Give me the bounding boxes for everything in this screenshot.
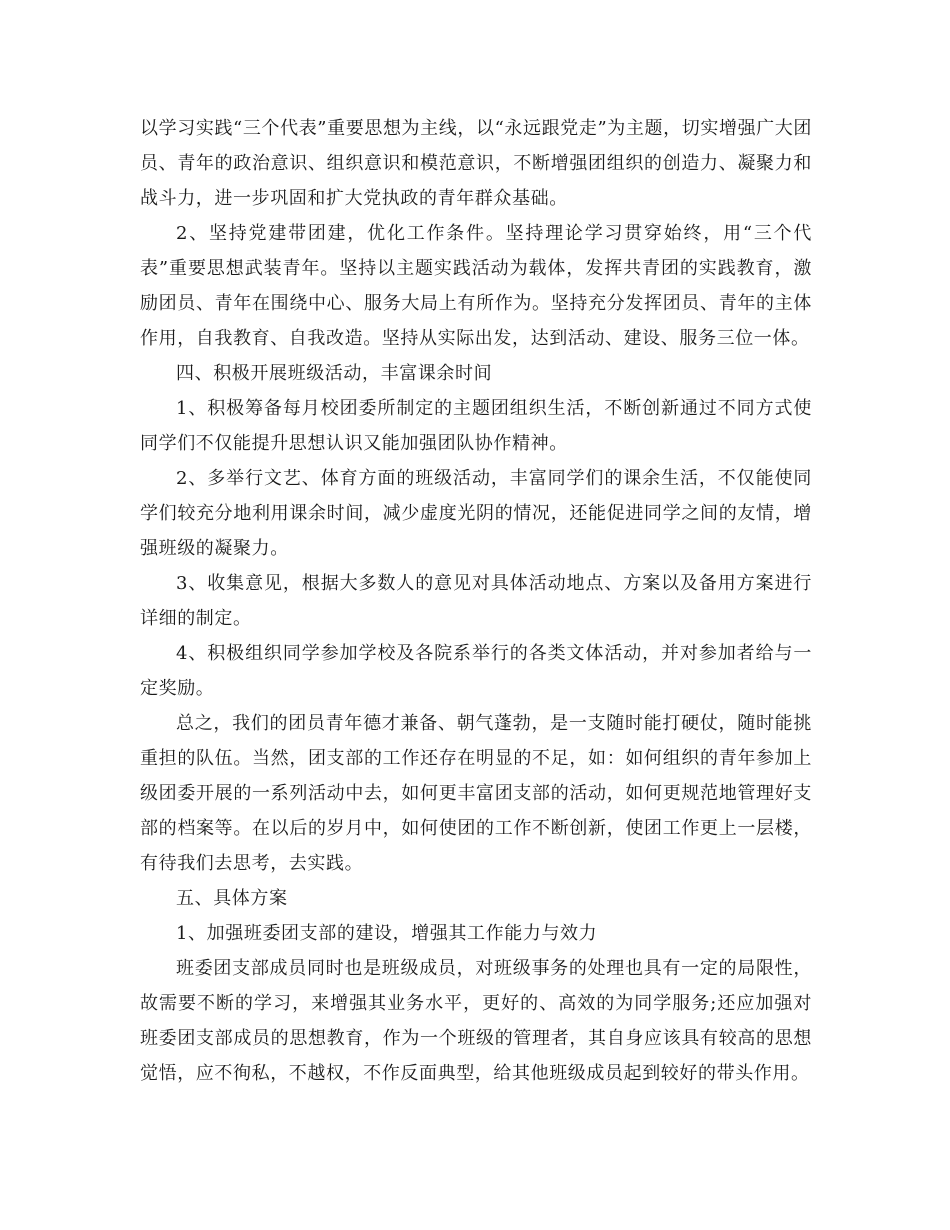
paragraph-2: 2、坚持党建带团建，优化工作条件。坚持理论学习贯穿始终，用“三个代表”重要思想武装青年。坚持以主题实践活动为载体，发挥共青团的实践教育，激励团员、青年在围绕中心、服务大局上有所作为。坚持充分发挥团员、青年的主体作用，自我教育、自我改造。坚持从实际出发，达到活动、建设、服务三位一体。 xyxy=(140,223,812,349)
paragraph-6: 4、积极组织同学参加学校及各院系举行的各类文体活动，并对参加者给与一定奖励。 xyxy=(140,643,812,699)
subheading-1: 1、加强班委团支部的建设，增强其工作能力与效力 xyxy=(176,923,598,944)
paragraph-5: 3、收集意见，根据大多数人的意见对具体活动地点、方案以及备用方案进行详细的制定。 xyxy=(140,573,812,629)
section-heading-4: 四、积极开展班级活动，丰富课余时间 xyxy=(176,363,493,384)
document-body xyxy=(140,111,812,1091)
paragraph-3: 1、积极筹备每月校团委所制定的主题团组织生活，不断创新通过不同方式使同学们不仅能提升思想认识又能加强团队协作精神。 xyxy=(140,398,812,454)
paragraph-4: 2、多举行文艺、体育方面的班级活动，丰富同学们的课余生活，不仅能使同学们较充分地利用课余时间，减少虚度光阴的情况，还能促进同学之间的友情，增强班级的凝聚力。 xyxy=(140,468,812,559)
paragraph-1: 以学习实践“三个代表”重要思想为主线，以“永远跟党走”为主题，切实增强广大团员、青年的政治意识、组织意识和模范意识，不断增强团组织的创造力、凝聚力和战斗力，进一步巩固和扩大党执政的青年群众基础。 xyxy=(140,118,812,209)
paragraph-7: 班委团支部成员同时也是班级成员，对班级事务的处理也具有一定的局限性，故需要不断的学习，来增强其业务水平，更好的、高效的为同学服务;还应加强对班委团支部成员的思想教育，作为一个班级的管理者，其自身应该具有较高的思想觉悟，应不徇私，不越权，不作反面典型，给其他班级成员起到较好的带头作用。 xyxy=(140,958,812,1084)
summary-paragraph: 总之，我们的团员青年德才兼备、朝气蓬勃，是一支随时能打硬仗，随时能挑重担的队伍。当然，团支部的工作还存在明显的不足，如：如何组织的青年参加上级团委开展的一系列活动中去，如何更丰富团支部的活动，如何更规范地管理好支部的档案等。在以后的岁月中，如何使团的工作不断创新，使团工作更上一层楼，有待我们去思考，去实践。 xyxy=(140,713,812,874)
section-heading-5: 五、具体方案 xyxy=(176,888,288,909)
